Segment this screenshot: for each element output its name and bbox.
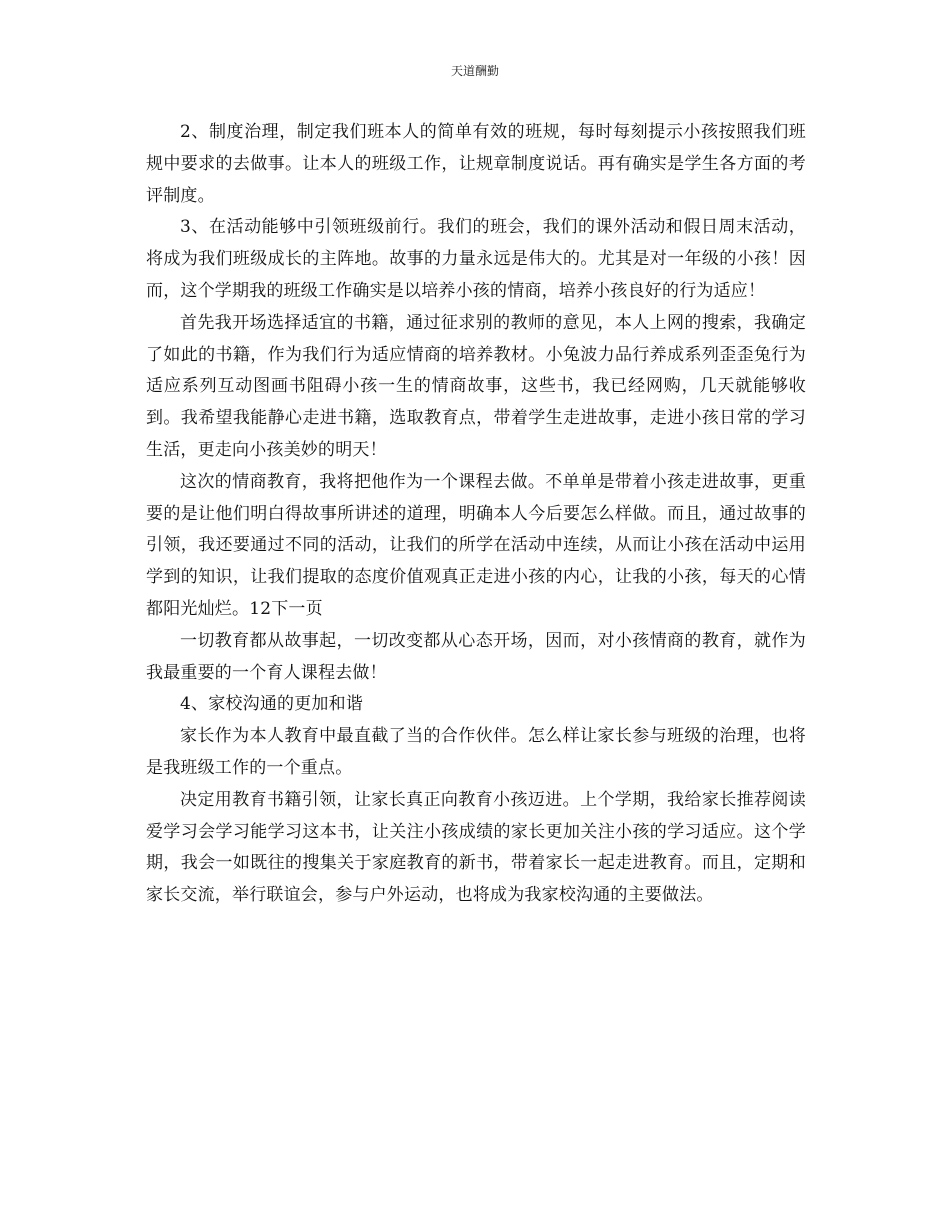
section-heading-home-school: 4、家校沟通的更加和谐	[180, 694, 364, 715]
paragraph-reading: 决定用教育书籍引领，让家长真正向教育小孩迈进。上个学期，我给家长推荐阅读爱学习会学习能学习这本书，让关注小孩成绩的家长更加关注小孩的学习适应。这个学期，我会一如既往的搜集关于家庭教育的新书，带着家长一起走进教育。而且，定期和家长交流，举行联谊会，参与户外运动，也将成为我家校沟通的主要做法。	[146, 789, 806, 906]
paragraph-parents: 家长作为本人教育中最直截了当的合作伙伴。怎么样让家长参与班级的治理，也将是我班级工作的一个重点。	[146, 726, 806, 778]
paragraph-books: 首先我开场选择适宜的书籍，通过征求别的教师的意见，本人上网的搜索，我确定了如此的书籍，作为我们行为适应情商的培养教材。小兔波力品行养成系列歪歪兔行为适应系列互动图画书阻碍小孩一生的情商故事，这些书，我已经网购，几天就能够收到。我希望我能静心走进书籍，选取教育点，带着学生走进故事，走进小孩日常的学习生活，更走向小孩美妙的明天！	[146, 312, 806, 460]
paragraph-rules: 2、制度治理，制定我们班本人的简单有效的班规，每时每刻提示小孩按照我们班规中要求的去做事。让本人的班级工作，让规章制度说话。再有确实是学生各方面的考评制度。	[146, 122, 806, 206]
paragraph-story: 一切教育都从故事起，一切改变都从心态开场，因而，对小孩情商的教育，就作为我最重要的一个育人课程去做！	[146, 630, 806, 683]
document-body	[146, 117, 806, 912]
paragraph-course: 这次的情商教育，我将把他作为一个课程去做。不单单是带着小孩走进故事，更重要的是让他们明白得故事所讲述的道理，明确本人今后要怎么样做。而且，通过故事的引领，我还要通过不同的活动，让我们的所学在活动中连续，从而让小孩在活动中运用学到的知识，让我们提取的态度价值观真正走进小孩的内心，让我的小孩，每天的心情都阳光灿烂。12下一页	[146, 471, 806, 619]
paragraph-activities: 3、在活动能够中引领班级前行。我们的班会，我们的课外活动和假日周末活动，将成为我们班级成长的主阵地。故事的力量永远是伟大的。尤其是对一年级的小孩！因而，这个学期我的班级工作确实是以培养小孩的情商，培养小孩良好的行为适应！	[146, 217, 806, 301]
page-header: 天道酬勤	[450, 64, 499, 78]
